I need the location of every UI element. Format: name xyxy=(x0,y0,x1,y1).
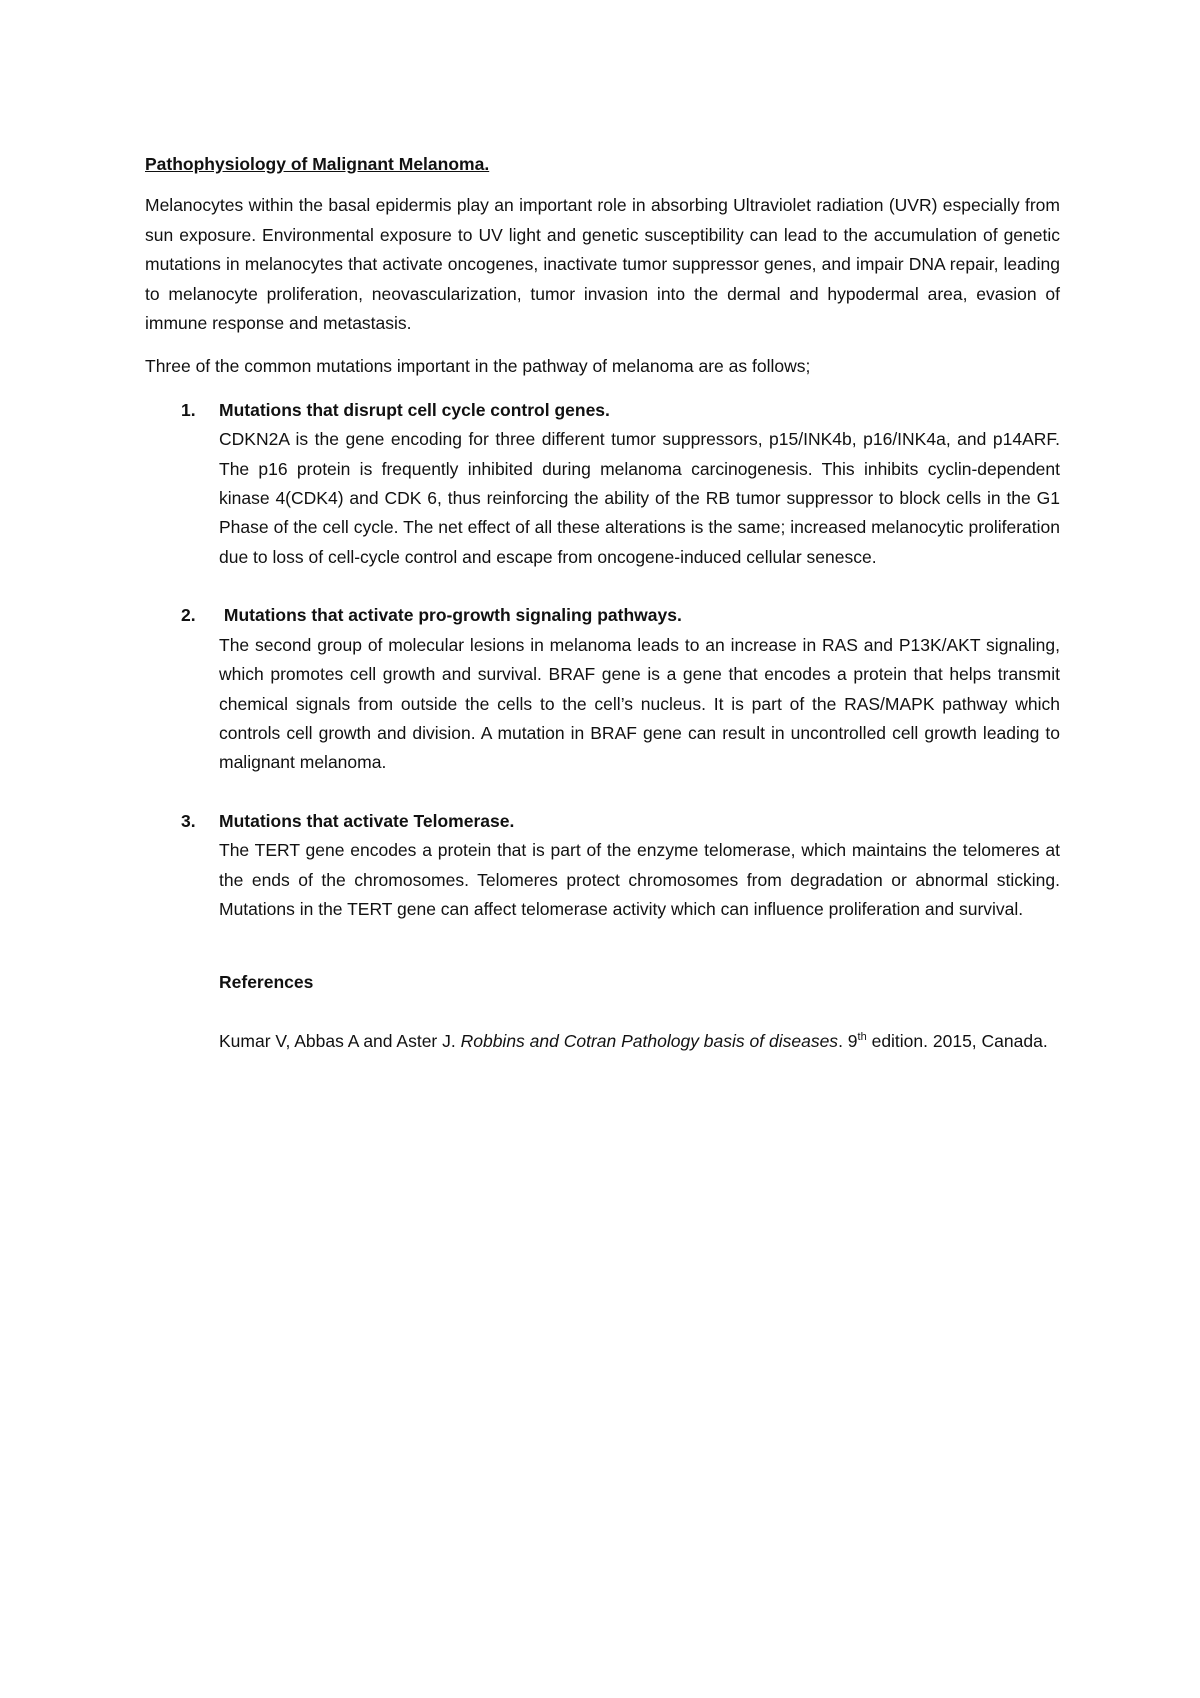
list-item-number: 1. xyxy=(181,399,196,420)
references-heading: References xyxy=(219,972,314,993)
reference-entry xyxy=(219,1027,1060,1056)
list-item-number: 3. xyxy=(181,810,196,831)
mutations-list xyxy=(145,396,1060,925)
document-title: Pathophysiology of Malignant Melanoma. xyxy=(145,154,490,174)
references-section xyxy=(145,968,1060,1056)
reference-edition-rest: edition. 2015, Canada. xyxy=(866,1030,1048,1051)
reference-edition-suffix: th xyxy=(857,1030,867,1043)
list-intro: Three of the common mutations important in the pathway of melanoma are as follows; xyxy=(145,356,811,377)
list-item xyxy=(145,396,1060,572)
list-item-heading: Mutations that disrupt cell cycle control genes. xyxy=(219,399,610,420)
intro-paragraph: Melanocytes within the basal epidermis play an important role in absorbing Ultraviolet radiation (UVR) especially from sun exposure. Environmental exposure to UV light and genetic susceptibility can lead to the accumulation of genetic mutations in melanocytes that activate oncogenes, inactivate tumor suppressor genes, and impair DNA repair, leading to melanocyte proliferation, neovascularization, tumor invasion into the dermal and hypodermal area, evasion of immune response and metastasis. xyxy=(145,195,1060,334)
list-item-body: The TERT gene encodes a protein that is part of the enzyme telomerase, which maintains the telomeres at the ends of the chromosomes. Telomeres protect chromosomes from degradation or abnormal sticking. Mutations in the TERT gene can affect telomerase activity which can influence proliferation and survival. xyxy=(219,840,1060,919)
list-item-body: The second group of molecular lesions in melanoma leads to an increase in RAS and P13K/AKT signaling, which promotes cell growth and survival. BRAF gene is a gene that encodes a protein that helps transmit chemical signals from outside the cells to the cell’s nucleus. It is part of the RAS/MAPK pathway which controls cell growth and division. A mutation in BRAF gene can result in uncontrolled cell growth leading to malignant melanoma. xyxy=(219,634,1060,773)
reference-book-title: Robbins and Cotran Pathology basis of diseases xyxy=(460,1030,839,1051)
reference-authors: Kumar V, Abbas A and Aster J. xyxy=(219,1030,461,1051)
list-item-heading: Mutations that activate Telomerase. xyxy=(219,810,515,831)
list-item-body: CDKN2A is the gene encoding for three different tumor suppressors, p15/INK4b, p16/INK4a, and p14ARF. The p16 protein is frequently inhibited during melanoma carcinogenesis. This inhibits cyclin-dependent kinase 4(CDK4) and CDK 6, thus reinforcing the ability of the RB tumor suppressor to block cells in the G1 Phase of the cell cycle. The net effect of all these alterations is the same; increased melanocytic proliferation due to loss of cell-cycle control and escape from oncogene-induced cellular senesce. xyxy=(219,429,1060,567)
document-content xyxy=(145,150,1060,1056)
list-item xyxy=(145,601,1060,777)
reference-edition-number: . 9 xyxy=(838,1030,858,1051)
list-item xyxy=(145,807,1060,925)
list-item-number: 2. xyxy=(181,605,196,626)
list-item-heading: Mutations that activate pro-growth signaling pathways. xyxy=(219,605,682,626)
